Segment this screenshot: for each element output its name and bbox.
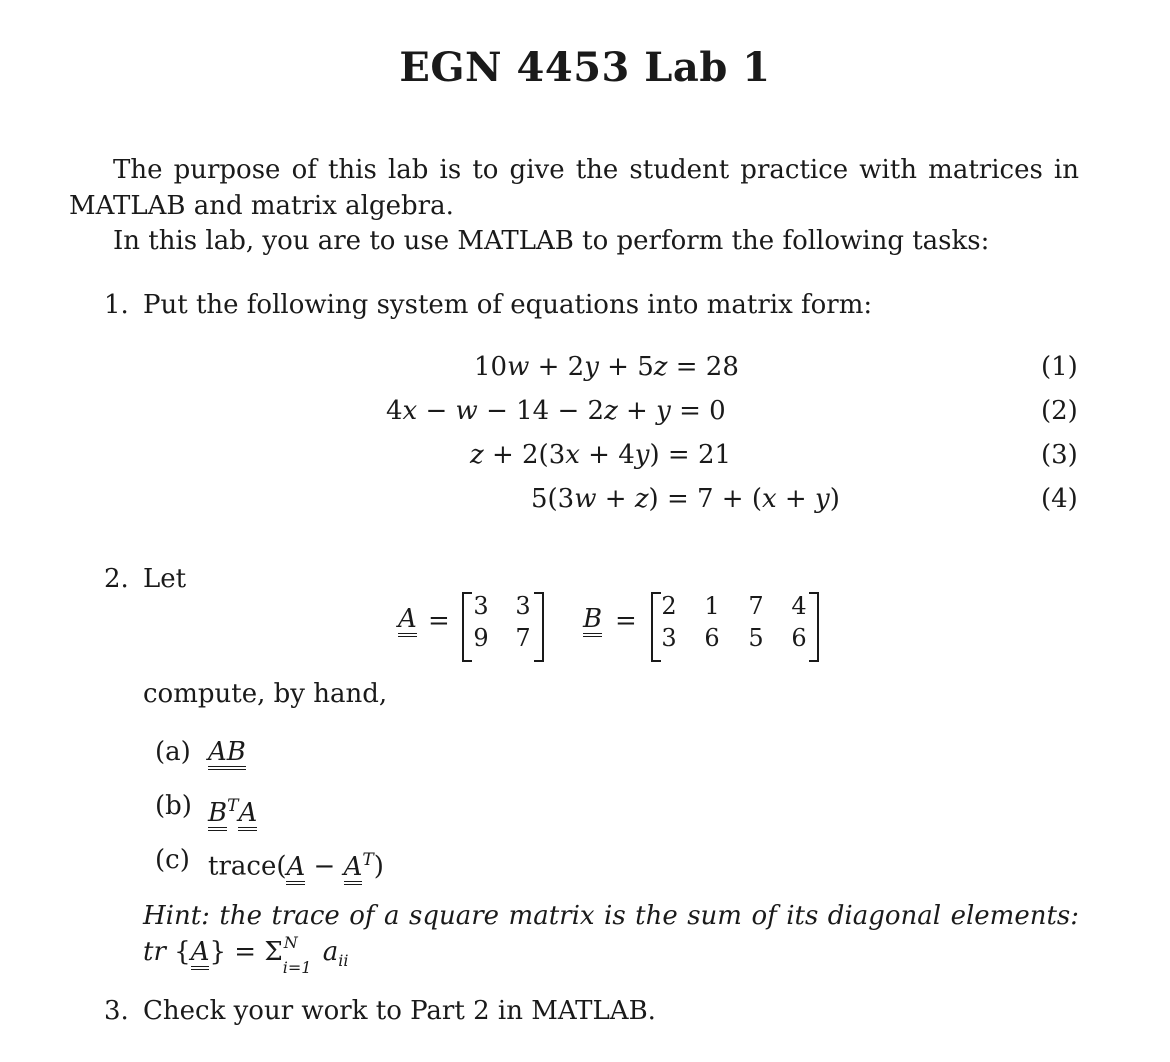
equation-3: z + 2(3x + 4y) = 21	[470, 440, 732, 470]
matrix-b-symbol: B	[583, 606, 602, 637]
matrix-a-cell: 9	[473, 624, 489, 652]
equation-4: 5(3w + z) = 7 + (x + y)	[531, 484, 840, 514]
matrix-b-cell: 1	[704, 592, 720, 620]
part-c-expression: trace(A − $A^T$)	[208, 842, 384, 885]
task2-number: 2.	[104, 564, 129, 594]
intro-line-1: The purpose of this lab is to give the student practice with matrices in	[113, 155, 1079, 185]
task1-text: Put the following system of equations into matrix form:	[143, 290, 873, 320]
matrix-b-cell: 5	[748, 624, 764, 652]
part-b-label: (b)	[155, 791, 192, 821]
task2-let: Let	[143, 564, 187, 594]
equation-number-4: (4)	[1041, 484, 1078, 514]
hint-formula: tr {A} = Σ N i=1 $a_{ii}$	[143, 933, 349, 977]
task3-text: Check your work to Part 2 in MATLAB.	[143, 996, 656, 1026]
matrix-a-cell: 3	[515, 592, 531, 620]
task3-number: 3.	[104, 996, 129, 1026]
matrix-b-cell: 7	[748, 592, 764, 620]
equation-number-3: (3)	[1041, 440, 1078, 470]
equation-number-1: (1)	[1041, 352, 1078, 382]
equation-1: 10w + 2y + 5z = 28	[474, 352, 739, 382]
equation-number-2: (2)	[1041, 396, 1078, 426]
matrix-a-cell: 7	[515, 624, 531, 652]
matrix-b-cell: 6	[791, 624, 807, 652]
part-b-expression: $B^TA$	[208, 788, 257, 831]
part-a-label: (a)	[155, 737, 191, 767]
compute-text: compute, by hand,	[143, 679, 388, 709]
page-title: EGN 4453 Lab 1	[399, 44, 771, 91]
matrix-b-cell: 4	[791, 592, 807, 620]
matrix-a-right-bracket	[534, 592, 544, 662]
intro-line-2: MATLAB and matrix algebra.	[69, 191, 454, 221]
part-a-expression: AB	[208, 734, 246, 770]
part-c-label: (c)	[155, 845, 190, 875]
matrix-b-cell: 3	[661, 624, 677, 652]
matrix-b-cell: 6	[704, 624, 720, 652]
matrix-a-definition: A = 3 3 9 7	[398, 592, 558, 662]
matrix-b-definition: B = 2 1 7 4 3 6 5 6	[583, 592, 823, 662]
task1-number: 1.	[104, 290, 129, 320]
matrix-a-cell: 3	[473, 592, 489, 620]
hint-line-1: Hint: the trace of a square matrix is the sum of its diagonal elements:	[143, 901, 1079, 931]
intro-line-3: In this lab, you are to use MATLAB to perform the following tasks:	[113, 226, 990, 256]
matrix-a-symbol: A	[398, 606, 417, 637]
equation-2: 4x − w − 14 − 2z + y = 0	[386, 396, 726, 426]
matrix-b-right-bracket	[809, 592, 819, 662]
matrix-b-cell: 2	[661, 592, 677, 620]
